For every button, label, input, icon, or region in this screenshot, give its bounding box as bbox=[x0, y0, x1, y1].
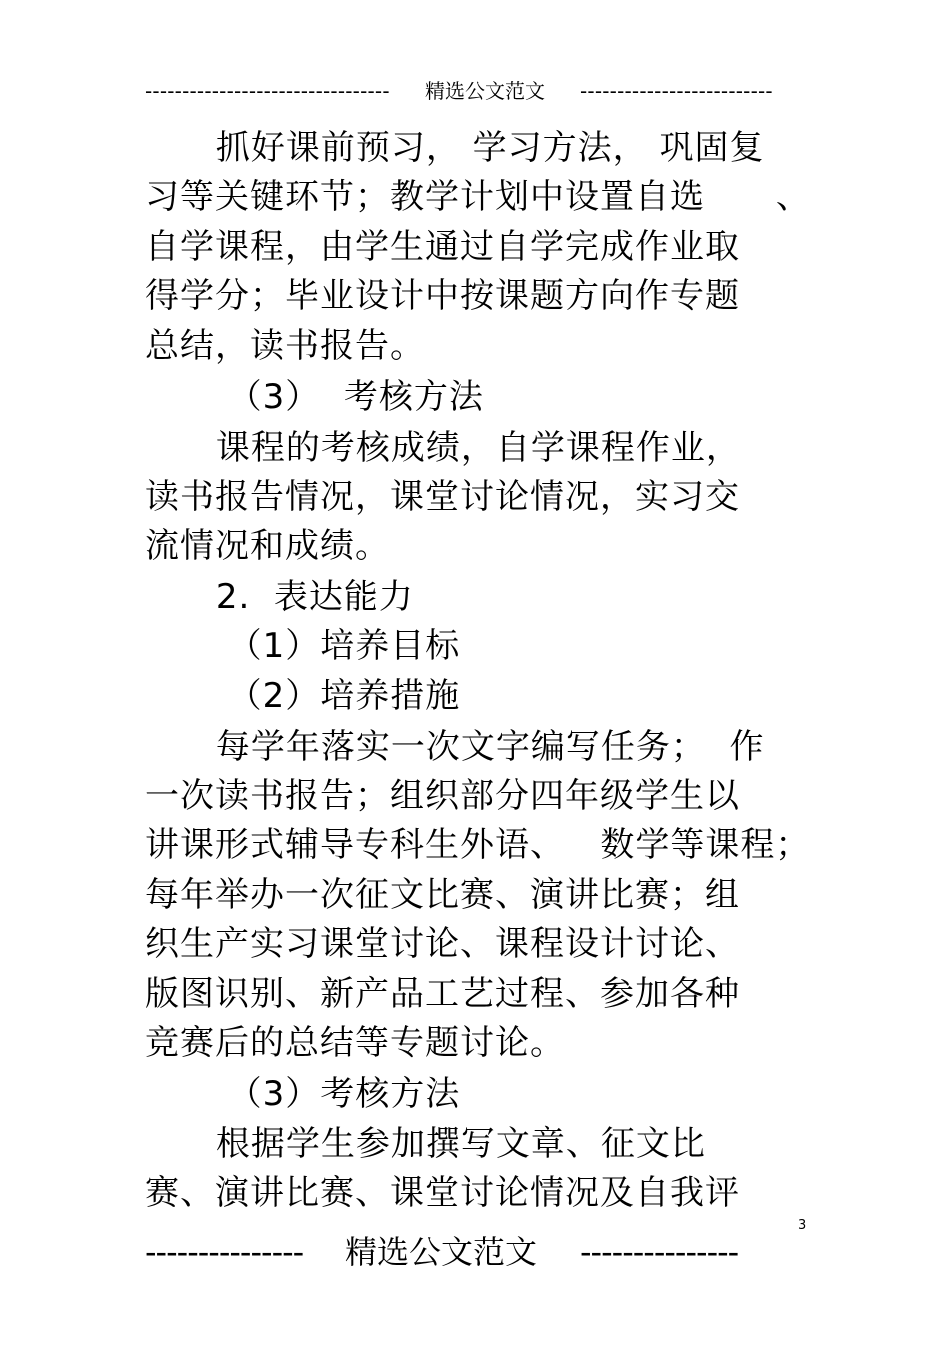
text-line: 得学分；毕业设计中按课题方向作专题 bbox=[145, 276, 740, 316]
text-line: 每学年落实一次文字编写任务； 作 bbox=[145, 727, 765, 767]
page-footer bbox=[145, 1230, 775, 1274]
footer-title: 精选公文范文 bbox=[345, 1233, 538, 1271]
text-line: （2）培养措施 bbox=[145, 676, 461, 716]
text-line: （3）考核方法 bbox=[145, 1074, 461, 1114]
text-line: 每年举办一次征文比赛、演讲比赛；组 bbox=[145, 875, 740, 915]
header-right-rule: -------------------------- bbox=[580, 79, 773, 103]
text-line: 2. 表达能力 bbox=[145, 577, 414, 617]
footer-left-rule: --------------- bbox=[145, 1233, 304, 1271]
text-line: 讲课形式辅导专科生外语、 数学等课程； bbox=[145, 825, 811, 865]
page-number: 3 bbox=[798, 1218, 807, 1233]
header-title: 精选公文范文 bbox=[425, 79, 545, 103]
text-line: 一次读书报告；组织部分四年级学生以 bbox=[145, 776, 740, 816]
page-header bbox=[145, 76, 775, 106]
text-line: 流情况和成绩。 bbox=[145, 526, 390, 566]
text-line: 根据学生参加撰写文章、征文比 bbox=[145, 1124, 706, 1164]
text-line: 竞赛后的总结等专题讨论。 bbox=[145, 1023, 565, 1063]
text-line: （1）培养目标 bbox=[145, 626, 461, 666]
text-line: 抓好课前预习， 学习方法， 巩固复 bbox=[145, 128, 765, 168]
text-line: 读书报告情况，课堂讨论情况，实习交 bbox=[145, 477, 740, 517]
text-line: 织生产实习课堂讨论、课程设计讨论、 bbox=[145, 924, 740, 964]
text-line: 版图识别、新产品工艺过程、参加各种 bbox=[145, 974, 740, 1014]
text-line: 赛、演讲比赛、课堂讨论情况及自我评 bbox=[145, 1173, 740, 1213]
text-line: 习等关键环节；教学计划中设置自选 、 bbox=[145, 177, 811, 217]
text-line: （3） 考核方法 bbox=[145, 377, 484, 417]
text-line: 课程的考核成绩，自学课程作业， bbox=[145, 428, 741, 468]
header-left-rule: --------------------------------- bbox=[145, 79, 390, 103]
text-line: 自学课程，由学生通过自学完成作业取 bbox=[145, 227, 740, 267]
text-line: 总结，读书报告。 bbox=[145, 326, 425, 366]
footer-right-rule: --------------- bbox=[580, 1233, 739, 1271]
